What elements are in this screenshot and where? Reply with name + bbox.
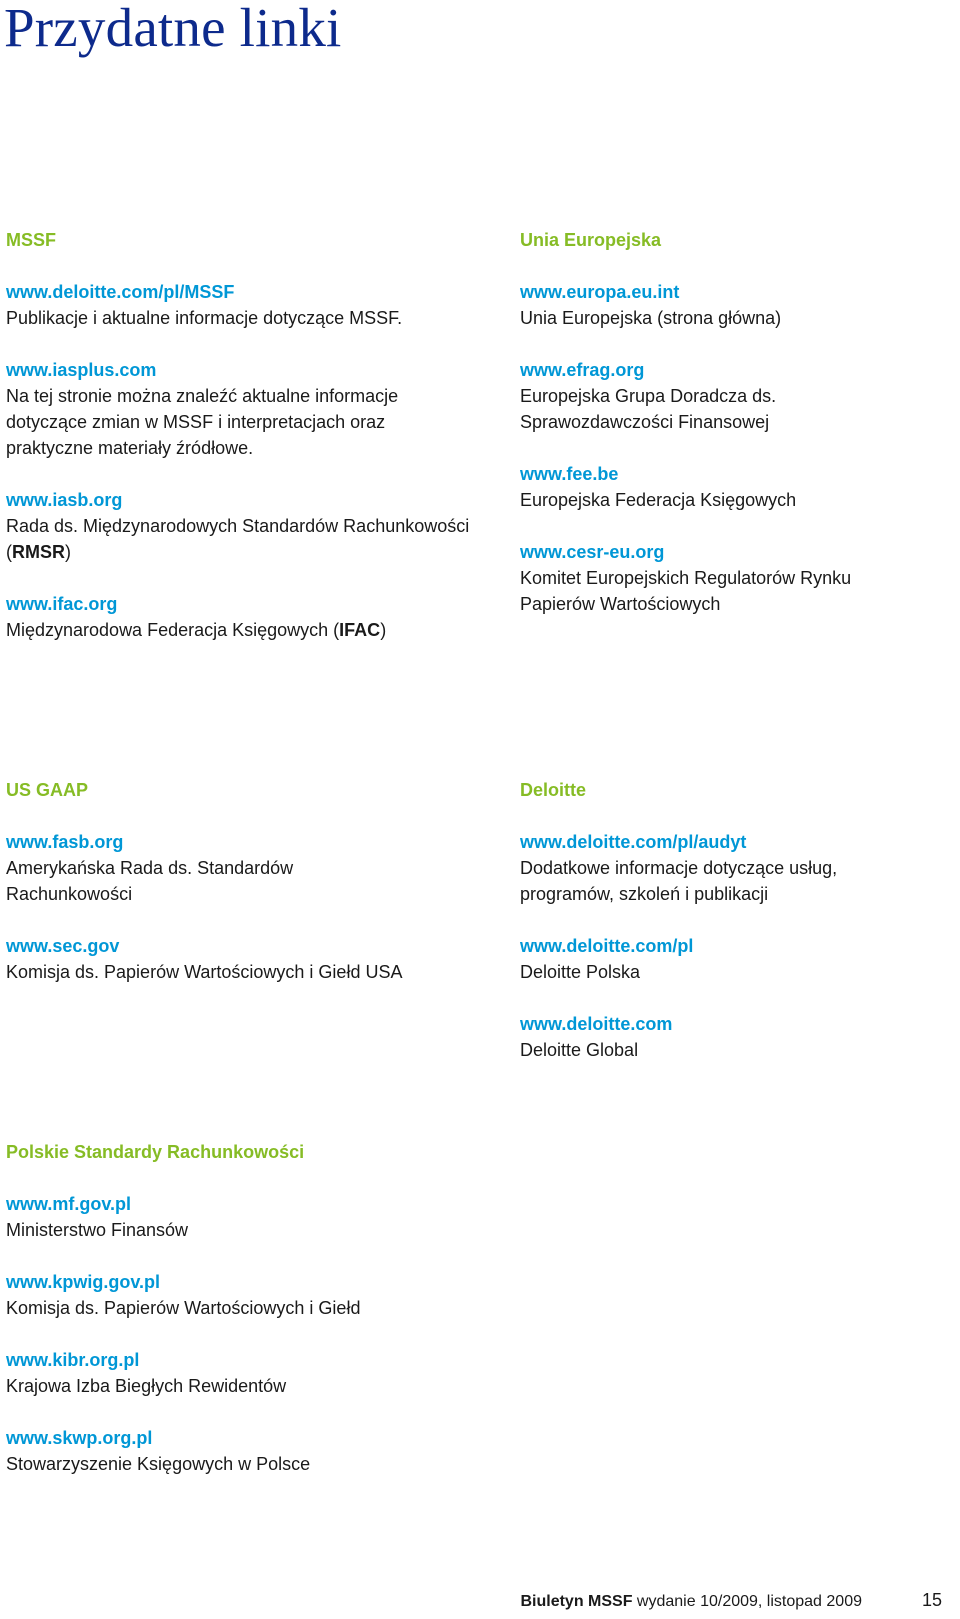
- link-description: Unia Europejska (strona główna): [520, 308, 782, 328]
- link-deloitte-mssf[interactable]: www.deloitte.com/pl/MSSF: [6, 282, 235, 302]
- link-description: Na tej stronie można znaleźć aktualne informacje dotyczące zmian w MSSF i interpretacjach oraz praktyczne materiały źródłowe.: [6, 386, 399, 458]
- link-entry: [520, 933, 960, 985]
- section-heading-mssf: MSSF: [6, 230, 57, 250]
- footer-publication-name: Biuletyn MSSF: [520, 1593, 633, 1610]
- link-iasb[interactable]: www.iasb.org: [6, 490, 123, 510]
- link-kpwig[interactable]: www.kpwig.gov.pl: [6, 1272, 161, 1292]
- footer-edition: wydanie 10/2009, listopad 2009: [632, 1593, 862, 1610]
- section-eu: [520, 227, 960, 617]
- link-description: [6, 513, 476, 565]
- link-entry: [520, 357, 960, 435]
- desc-text: ): [380, 620, 387, 640]
- link-entry: [6, 1347, 476, 1399]
- link-entry: [6, 279, 476, 331]
- section-heading-psr: Polskie Standardy Rachunkowości: [6, 1142, 305, 1162]
- link-skwp[interactable]: www.skwp.org.pl: [6, 1428, 153, 1448]
- link-entry: [6, 1425, 476, 1477]
- section-heading-deloitte: Deloitte: [520, 780, 587, 800]
- link-entry: [6, 1269, 476, 1321]
- desc-acronym: RMSR: [12, 542, 65, 562]
- link-entry: [520, 279, 960, 331]
- link-entry: [520, 539, 960, 617]
- link-iasplus[interactable]: www.iasplus.com: [6, 360, 157, 380]
- link-description: Stowarzyszenie Księgowych w Polsce: [6, 1454, 311, 1474]
- link-description: Deloitte Global: [520, 1040, 639, 1060]
- section-psr: [6, 1139, 476, 1477]
- link-description: Deloitte Polska: [520, 962, 641, 982]
- link-description: Komitet Europejskich Regulatorów Rynku Papierów Wartościowych: [520, 568, 852, 614]
- link-kibr[interactable]: www.kibr.org.pl: [6, 1350, 140, 1370]
- link-entry: [6, 591, 476, 643]
- page-number: 15: [921, 1590, 942, 1610]
- link-description: Europejska Federacja Księgowych: [520, 490, 797, 510]
- link-europa[interactable]: www.europa.eu.int: [520, 282, 680, 302]
- link-entry: [6, 933, 476, 985]
- link-entry: [520, 829, 960, 907]
- section-heading-eu: Unia Europejska: [520, 230, 662, 250]
- link-entry: [6, 487, 476, 565]
- footer-publication: [520, 1591, 862, 1613]
- link-fee[interactable]: www.fee.be: [520, 464, 619, 484]
- link-sec[interactable]: www.sec.gov: [6, 936, 120, 956]
- section-deloitte: [520, 777, 960, 1063]
- link-entry: [520, 1011, 960, 1063]
- section-heading-us-gaap: US GAAP: [6, 780, 89, 800]
- link-entry: [6, 1191, 476, 1243]
- link-efrag[interactable]: www.efrag.org: [520, 360, 645, 380]
- link-ifac[interactable]: www.ifac.org: [6, 594, 118, 614]
- link-entry: [6, 829, 476, 907]
- link-description: Amerykańska Rada ds. Standardów Rachunkowości: [6, 858, 294, 904]
- desc-text: ): [65, 542, 71, 562]
- link-cesr[interactable]: www.cesr-eu.org: [520, 542, 665, 562]
- desc-text: Rada ds. Międzynarodowych Standardów Rachunkowości (: [6, 516, 470, 562]
- section-mssf: [6, 227, 476, 643]
- link-description: Komisja ds. Papierów Wartościowych i Giełd: [6, 1298, 361, 1318]
- link-deloitte-pl[interactable]: www.deloitte.com/pl: [520, 936, 694, 956]
- link-description: [6, 617, 476, 643]
- link-description: Publikacje i aktualne informacje dotyczące MSSF.: [6, 308, 403, 328]
- link-mf[interactable]: www.mf.gov.pl: [6, 1194, 131, 1214]
- link-description: Krajowa Izba Biegłych Rewidentów: [6, 1376, 287, 1396]
- page-title: Przydatne linki: [4, 0, 342, 58]
- link-description: Europejska Grupa Doradcza ds. Sprawozdawczości Finansowej: [520, 386, 777, 432]
- link-deloitte-global[interactable]: www.deloitte.com: [520, 1014, 673, 1034]
- desc-acronym: IFAC: [339, 620, 381, 640]
- link-deloitte-audyt[interactable]: www.deloitte.com/pl/audyt: [520, 832, 747, 852]
- link-entry: [6, 357, 476, 461]
- link-description: Dodatkowe informacje dotyczące usług, programów, szkoleń i publikacji: [520, 858, 838, 904]
- desc-text: Międzynarodowa Federacja Księgowych (: [6, 620, 340, 640]
- link-description: Komisja ds. Papierów Wartościowych i Giełd USA: [6, 962, 403, 982]
- section-us-gaap: [6, 777, 476, 985]
- link-description: Ministerstwo Finansów: [6, 1220, 189, 1240]
- link-fasb[interactable]: www.fasb.org: [6, 832, 124, 852]
- link-entry: [520, 461, 960, 513]
